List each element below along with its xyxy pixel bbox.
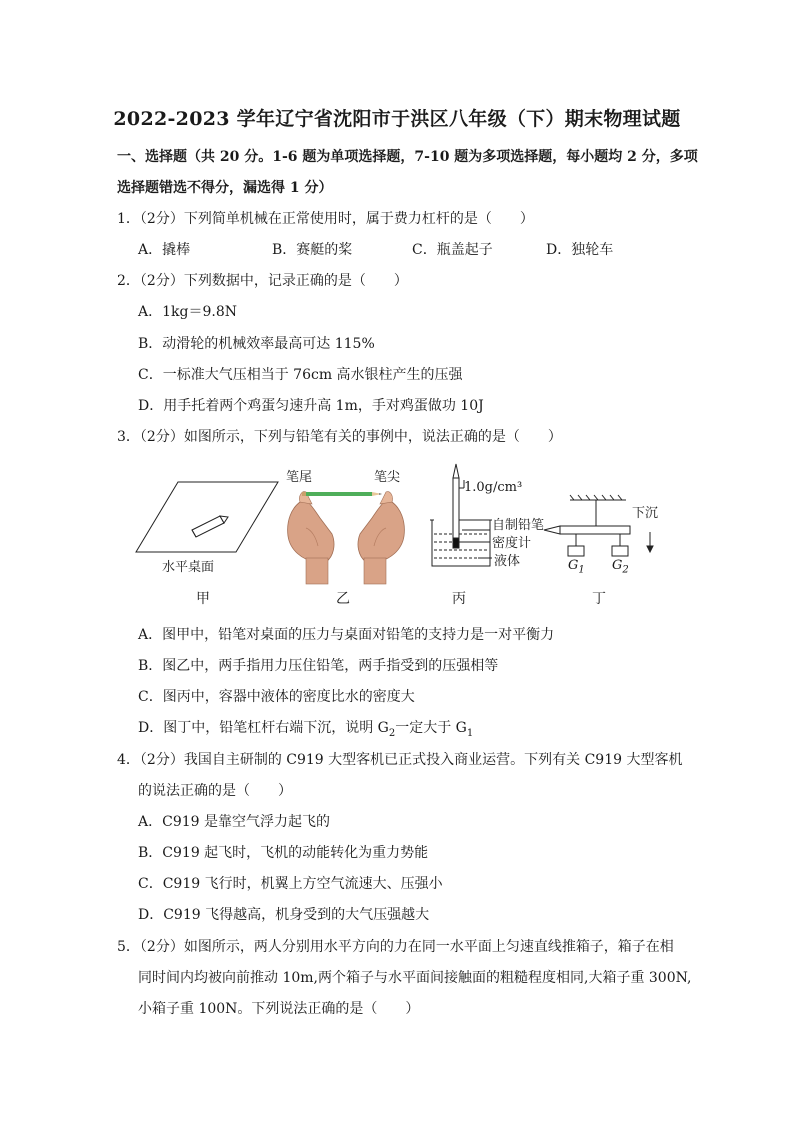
right-hand-icon	[358, 492, 404, 584]
question-4-option-d: D．C919 飞得越高，机身受到的大气压强越大	[138, 907, 430, 923]
section-heading-line-1: 一、选择题（共 20 分。1-6 题为单项选择题，7-10 题为多项选择题，每小题均 2 分，多项	[117, 149, 698, 165]
question-1-options	[0, 239, 794, 259]
label-pencil-tail: 笔尾	[286, 470, 313, 485]
green-pencil-icon	[302, 492, 382, 496]
question-2-option-a: A．1kg＝9.8N	[138, 304, 237, 320]
label-g1: $G_1$	[568, 558, 585, 576]
pencil-lever-icon	[544, 526, 630, 534]
question-4-option-c: C．C919 飞行时，机翼上方空气流速大、压强小	[138, 876, 443, 892]
label-g2: $G_2$	[612, 558, 629, 576]
caption-yi: 乙	[336, 591, 350, 607]
question-4-stem-line-2: 的说法正确的是（ ）	[138, 783, 292, 799]
question-3-option-a: A．图甲中，铅笔对桌面的压力与桌面对铅笔的支持力是一对平衡力	[138, 627, 555, 643]
label-horizontal-table: 水平桌面	[162, 560, 215, 575]
label-liquid: 液体	[494, 554, 521, 569]
question-5-stem-line-2: 同时间内均被向前推动 10m,两个箱子与水平面间接触面的粗糙程度相同,大箱子重 300N,	[138, 970, 692, 986]
caption-bing: 丙	[452, 591, 466, 607]
pencil-hydrometer-icon	[453, 464, 464, 548]
figure-jia-table	[136, 482, 278, 552]
left-hand-icon	[288, 492, 334, 584]
label-sink: 下沉	[632, 506, 659, 521]
question-4-stem-line-1: 4．（2分）我国自主研制的 C919 大型客机已正式投入商业运营。下列有关 C919 大型客机	[117, 752, 683, 768]
question-1-stem: 1．（2分）下列简单机械在正常使用时，属于费力杠杆的是（ ）	[117, 211, 534, 227]
label-hydrometer: 密度计	[492, 536, 532, 551]
question-3-figure	[130, 458, 690, 608]
label-density-mark: 1.0g/cm³	[464, 480, 523, 495]
question-2-option-c: C．一标准大气压相当于 76cm 高水银柱产生的压强	[138, 367, 463, 383]
pencil-on-table-icon	[192, 516, 228, 537]
figure-yi-hands	[288, 492, 405, 584]
section-heading-line-2: 选择题错选不得分，漏选得 1 分）	[117, 180, 333, 196]
label-homemade-pencil: 自制铅笔	[492, 518, 545, 533]
question-3-option-d: D．图丁中，铅笔杠杆右端下沉，说明 $G_2$一定大于 $G_1$	[138, 720, 474, 739]
question-1-option-c: C．瓶盖起子	[412, 242, 493, 258]
page-title: 2022-2023 学年辽宁省沈阳市于洪区八年级（下）期末物理试题	[113, 108, 681, 130]
question-1-option-d: D．独轮车	[546, 242, 614, 258]
question-2-stem: 2．（2分）下列数据中，记录正确的是（ ）	[117, 273, 408, 289]
sink-arrow-icon	[647, 532, 653, 552]
question-3-option-c: C．图丙中，容器中液体的密度比水的密度大	[138, 689, 415, 705]
label-pencil-tip: 笔尖	[374, 470, 401, 485]
question-5-stem-line-3: 小箱子重 100N。下列说法正确的是（ ）	[138, 1001, 420, 1017]
question-1-option-b: B．赛艇的桨	[272, 242, 353, 258]
question-1-option-a: A．撬棒	[138, 242, 191, 258]
caption-jia: 甲	[196, 591, 210, 607]
question-5-stem-line-1: 5．（2分）如图所示，两人分别用水平方向的力在同一水平面上匀速直线推箱子，箱子在相	[117, 939, 674, 955]
question-3-option-b: B．图乙中，两手指用力压住铅笔，两手指受到的压强相等	[138, 658, 499, 674]
caption-ding: 丁	[592, 591, 606, 607]
question-2-option-d: D．用手托着两个鸡蛋匀速升高 1m，手对鸡蛋做功 10J	[138, 398, 484, 414]
question-2-option-b: B．动滑轮的机械效率最高可达 115%	[138, 336, 375, 352]
question-4-option-a: A．C919 是靠空气浮力起飞的	[138, 814, 330, 830]
question-4-option-b: B．C919 起飞时，飞机的动能转化为重力势能	[138, 845, 429, 861]
pencil-figure-drawing	[130, 458, 690, 608]
question-3-stem: 3．（2分）如图所示，下列与铅笔有关的事例中，说法正确的是（ ）	[117, 429, 562, 445]
